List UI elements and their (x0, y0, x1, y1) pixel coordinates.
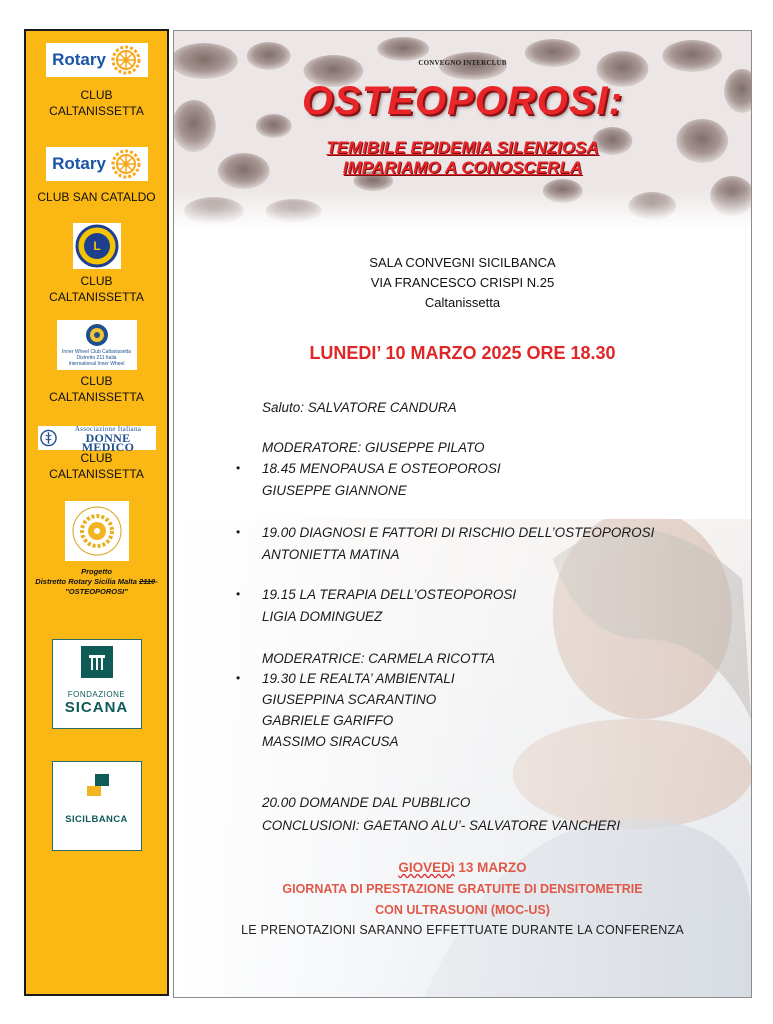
fondazione-label: FONDAZIONE (67, 690, 126, 699)
sponsor-label-line: CALTANISSETTA (49, 290, 144, 304)
giornata-line1: GIORNATA DI PRESTAZIONE GRATUITE DI DENSITOMETRIE (282, 882, 643, 896)
program-item-speaker: GABRIELE GARIFFO (262, 713, 394, 728)
progetto-distretto-prefix: Distretto Rotary Sicilia Malta (35, 577, 140, 586)
sponsor-lions-caltanissetta (26, 223, 167, 305)
sponsor-label-line: CALTANISSETTA (49, 467, 144, 481)
sicilbanca-label: SICILBANCA (65, 814, 128, 825)
sicana-label: SICANA (64, 699, 129, 716)
sicilbanca-squares-icon (53, 762, 143, 807)
sponsor-label-line: CLUB (80, 88, 113, 102)
rotary-wheel-icon (111, 45, 141, 75)
event-subtitle-line1: TEMIBILE EPIDEMIA SILENZIOSA (326, 138, 599, 157)
progetto-distretto-line (26, 577, 167, 587)
program-bullet: • (236, 671, 241, 685)
sponsor-label-line: CLUB SAN CATALDO (37, 190, 156, 204)
program-item-title: 19.00 DIAGNOSI E FATTORI DI RISCHIO DELL’OSTEOPOROSI (262, 525, 655, 540)
program-item-title: 19.30 LE REALTA’ AMBIENTALI (262, 671, 455, 686)
program-bullet: • (236, 525, 241, 539)
program-moderatore: MODERATORE: GIUSEPPE PILATO (262, 440, 485, 455)
venue-address: VIA FRANCESCO CRISPI N.25 (370, 275, 555, 290)
sponsor-rotary-san-cataldo (26, 147, 167, 205)
rotary-logo-text: Rotary (52, 50, 106, 69)
donne-medico-logo (38, 424, 156, 454)
donne-medico-small-text: Associazione Italiana (74, 424, 142, 433)
program-conclusioni: CONCLUSIONI: GAETANO ALU’- SALVATORE VANCHERI (262, 818, 621, 833)
sicilbanca-logo (52, 761, 142, 851)
flyer-main (173, 30, 752, 998)
program-item-title: 18.45 MENOPAUSA E OSTEOPOROSI (262, 461, 501, 476)
rotary-logo (46, 147, 148, 181)
progetto-line: Progetto (81, 567, 112, 576)
progetto-distretto-struck: 2110 (139, 577, 156, 586)
program-bullet: • (236, 461, 241, 475)
event-title: OSTEOPOROSI: (302, 79, 623, 123)
program-moderatrice: MODERATRICE: CARMELA RICOTTA (262, 651, 496, 666)
program-item-speaker: GIUSEPPINA SCARANTINO (262, 692, 437, 707)
sponsor-label-line: CLUB (80, 451, 113, 465)
giovedi-date (174, 860, 751, 875)
convegno-kicker: CONVEGNO INTERCLUB (418, 59, 507, 67)
lions-emblem-icon (75, 224, 119, 268)
program-item-title: 19.15 LA TERAPIA DELL’OSTEOPOROSI (262, 587, 517, 602)
rotary-logo (46, 43, 148, 77)
giovedi-word: GIOVEDì (398, 860, 455, 875)
sponsor-rotary-caltanissetta (26, 43, 167, 119)
sponsor-label-line: CALTANISSETTA (49, 104, 144, 118)
fondazione-sicana-logo (52, 639, 142, 729)
fondazione-building-icon (81, 646, 113, 678)
donne-medico-emblem-icon (40, 428, 57, 448)
program-item-speaker: MASSIMO SIRACUSA (262, 734, 399, 749)
event-subtitle-line2: IMPARIAMO A CONOSCERLA (342, 158, 583, 177)
prenotazioni-note: LE PRENOTAZIONI SARANNO EFFETTUATE DURANTE LA CONFERENZA (241, 923, 684, 937)
program-item-speaker: GIUSEPPE GIANNONE (262, 483, 407, 498)
rotary-wheel-icon (111, 149, 141, 179)
sponsor-fondazione-sicana (26, 639, 167, 729)
program-item-speaker: LIGIA DOMINGUEZ (262, 609, 383, 624)
sponsor-distretto-progetto (26, 501, 167, 597)
distretto-rotary-emblem-icon (71, 505, 123, 557)
inner-wheel-caption: Inner Wheel Club Caltanissetta (62, 349, 131, 355)
giornata-line2: CON ULTRASUONI (MOC-US) (375, 903, 550, 917)
venue-city: Caltanissetta (424, 295, 501, 310)
program-saluto: Saluto: SALVATORE CANDURA (262, 400, 457, 415)
sponsor-sidebar (24, 29, 169, 996)
inner-wheel-emblem-icon (85, 323, 109, 347)
program-item-speaker: ANTONIETTA MATINA (262, 547, 400, 562)
donne-medico-big-text: DONNE MEDICO (81, 430, 135, 454)
progetto-title-line: "OSTEOPOROSI" (65, 587, 128, 596)
svg-text:L: L (92, 239, 101, 253)
program-domande: 20.00 DOMANDE DAL PUBBLICO (262, 795, 471, 810)
progetto-distretto-suffix: - (155, 577, 158, 586)
sponsor-sicilbanca (26, 761, 167, 851)
event-date: LUNEDI’ 10 MARZO 2025 ORE 18.30 (309, 343, 616, 363)
inner-wheel-caption-sub: International Inner Wheel (68, 361, 125, 367)
program-bullet: • (236, 587, 241, 601)
sponsor-donne-medico (26, 426, 167, 482)
lions-logo (73, 223, 121, 269)
inner-wheel-caption-sub: Distretto 211 Italia (76, 355, 117, 361)
giovedi-rest: 13 MARZO (454, 860, 527, 875)
sponsor-inner-wheel (26, 320, 167, 405)
sponsor-label-line: CLUB (80, 374, 113, 388)
venue-name: SALA CONVEGNI SICILBANCA (369, 255, 556, 270)
sponsor-label-line: CALTANISSETTA (49, 390, 144, 404)
rotary-logo-text: Rotary (52, 154, 106, 173)
distretto-logo (65, 501, 129, 561)
inner-wheel-logo (57, 320, 137, 370)
sponsor-label-line: CLUB (80, 274, 113, 288)
